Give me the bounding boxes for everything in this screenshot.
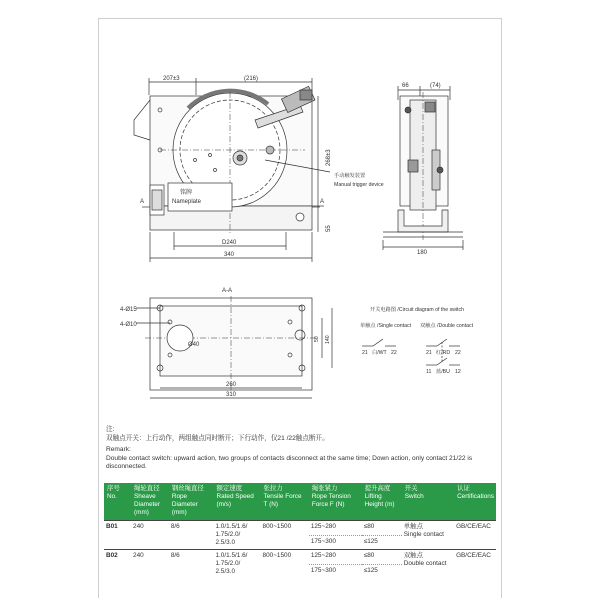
double-rd: 红/RD [436,350,451,356]
header-tensile: 张拉力 Tensile Force T (N) [261,483,309,521]
table-row [104,521,496,536]
note-cn-label: 注: [106,426,115,433]
cell-no: B02 [104,550,131,579]
cell-height-1: ≤80 [362,521,402,536]
cell-height-2: ≤125 [362,535,402,550]
double-11: 11 [426,369,432,375]
notes-section [106,426,496,472]
plan-50: 50 [314,336,320,342]
header-cert: 认证 Certifications [454,483,496,521]
double-21: 21 [426,350,432,356]
cell-tension-2: 175~300 [309,535,362,550]
cell-rope: 8/6 [169,550,214,579]
spec-table [104,483,496,578]
cell-cert: GB/CE/EAC [454,521,496,550]
dim-d240: D240 [222,240,237,246]
note-cn-text: 双触点开关：上行动作，两组触点同时断开；下行动作，仅21 /22触点断开。 [106,434,329,442]
cell-tensile: 800~1500 [261,521,309,550]
header-no: 序号 No. [104,483,131,521]
table-row [104,550,496,565]
manual-trigger-en: Manual trigger device [334,182,384,188]
dim-268: 268±3 [326,149,332,166]
double-contact-label: 双触点 /Double contact [420,323,474,329]
header-switch: 开关 Switch [402,483,454,521]
manual-trigger-cn: 手动触发装置 [334,173,366,179]
section-a-right: A [320,199,325,205]
side-view [383,83,463,256]
circuit-title: 开关电路图 /Circuit diagram of the switch [370,307,464,313]
cell-tension-2: 175~300 [309,564,362,578]
header-rope: 钢丝绳直径 Rope Diameter (mm) [169,483,214,521]
cell-speed: 1.0/1.5/1.6/ 1.75/2.0/ 2.5/3.0 [213,521,260,550]
plan-260: 260 [226,382,237,388]
cell-tension-1: 125~280 [309,550,362,565]
table-header-row [104,483,496,521]
side-dim-180: 180 [417,250,428,256]
nameplate-en: Nameplate [172,199,202,205]
header-speed: 额定速度 Rated Speed (m/s) [213,483,260,521]
plan-view [120,288,332,398]
cell-rope: 8/6 [169,521,214,550]
cell-height-2: ≤125 [362,564,402,578]
dim-207: 207±3 [163,76,180,82]
single-contact-label: 单触点 /Single contact [360,323,412,329]
remark-label: Remark: [106,446,131,454]
nameplate-cn: 铭牌 [180,190,193,196]
cell-sheave: 240 [131,550,169,579]
cell-sheave: 240 [131,521,169,550]
cell-no: B01 [104,521,131,550]
cell-cert: GB/CE/EAC [454,550,496,579]
remark-text: Double contact switch: upward action, two groups of contacts disconnect at the same time; Down action, only contact 21/22 is disconnected. [106,454,473,471]
plan-4d10: 4-Ø10 [120,322,137,328]
plan-140: 140 [325,335,331,344]
dim-340: 340 [224,252,235,258]
cell-switch: 双触点 Double contact [402,550,454,579]
cell-tension-1: 125~280 [309,521,362,536]
double-bu: 蓝/BU [436,369,450,375]
plan-4d15: 4-Ø15 [120,307,137,313]
double-12: 12 [455,369,461,375]
double-22: 22 [455,350,461,356]
section-a-left: A [140,199,145,205]
dim-55: 55 [326,225,332,232]
cell-speed: 1.0/1.5/1.6/ 1.75/2.0/ 2.5/3.0 [213,550,260,579]
side-dim-66: 66 [402,83,409,89]
header-height: 提升高度 Lifting Height (m) [362,483,402,521]
plan-310: 310 [226,392,237,398]
cell-switch: 单触点 Single contact [402,521,454,550]
plan-d40: Ø40 [188,342,200,348]
header-tension: 绳张紧力 Rope Tension Force F (N) [309,483,362,521]
side-dim-74: (74) [430,83,441,89]
circuit-diagram [360,305,474,375]
single-wt: 白/WT [372,350,387,356]
dim-216: (216) [244,76,259,82]
plan-title: A-A [222,288,233,294]
cell-tensile: 800~1500 [261,550,309,579]
single-22: 22 [391,350,397,356]
cell-height-1: ≤80 [362,550,402,565]
front-view [134,76,384,262]
header-sheave: 绳轮直径 Sheave Diameter (mm) [131,483,169,521]
single-21: 21 [362,350,368,356]
